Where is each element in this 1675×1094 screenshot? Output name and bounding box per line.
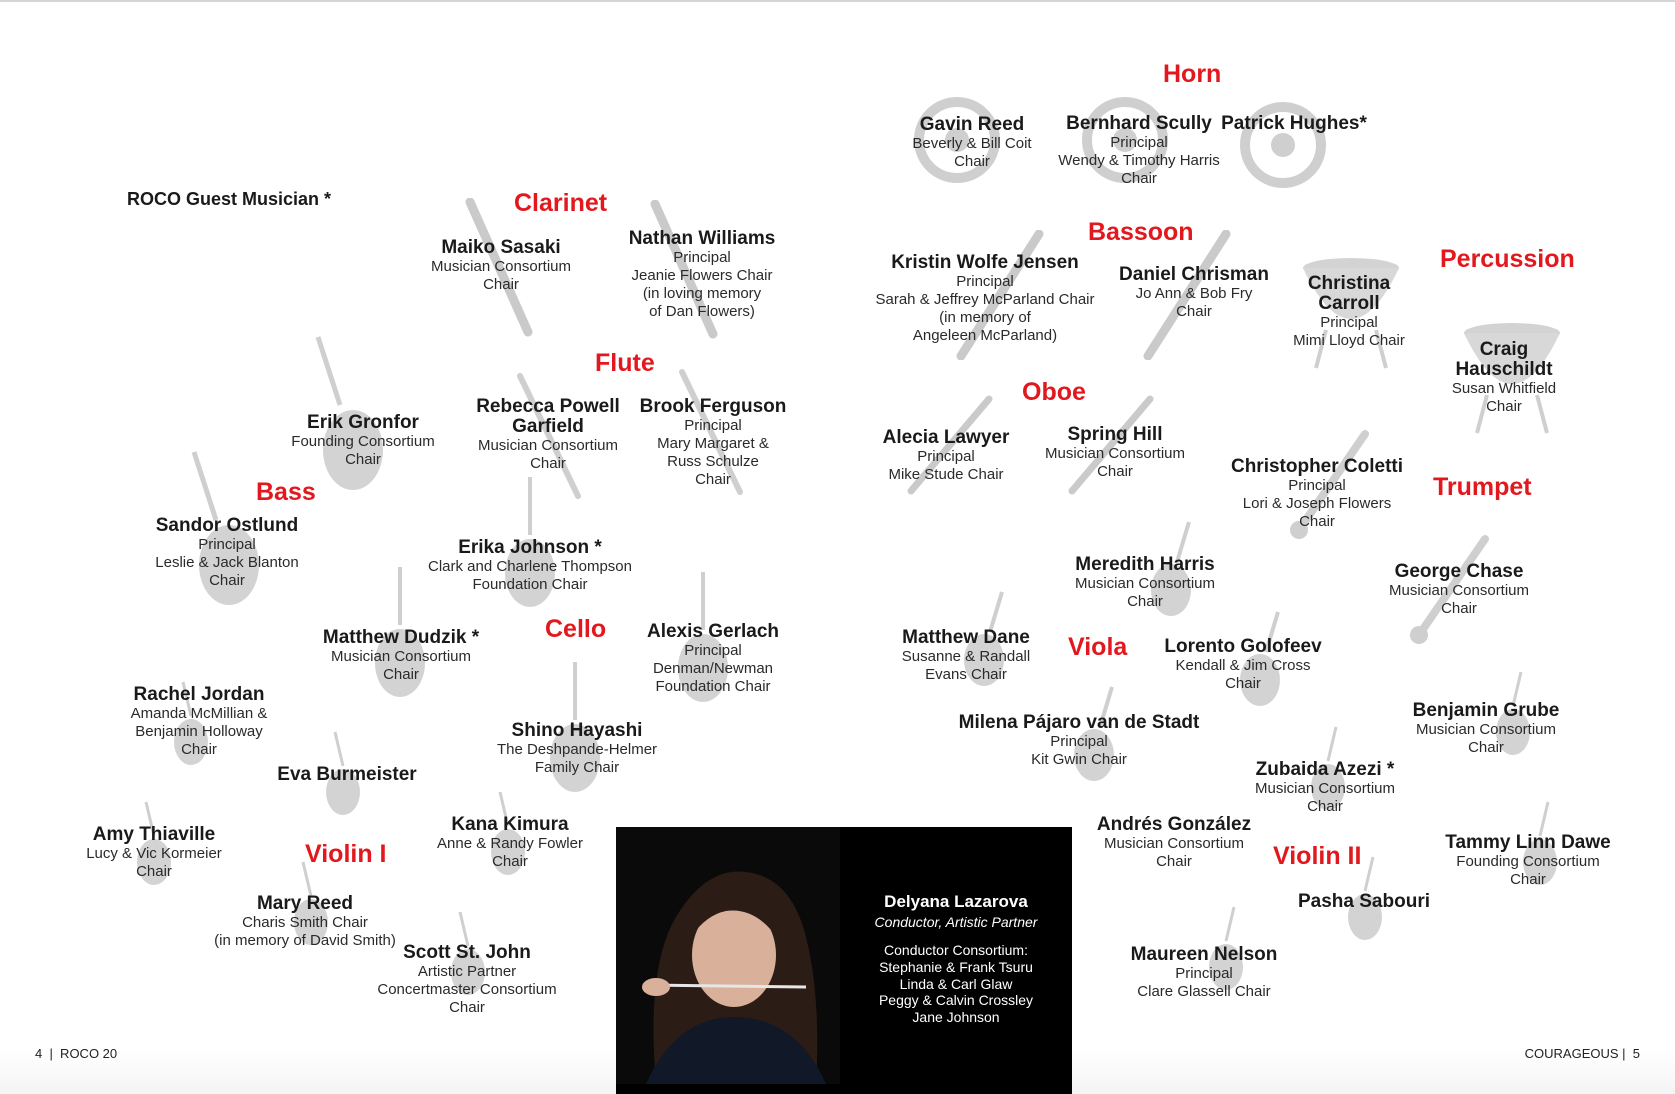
musician-chair: Mike Stude Chair (888, 465, 1004, 483)
musician-name: Nathan Williams (628, 228, 776, 249)
musician-name: Erika Johnson * (458, 537, 602, 558)
consortium-line: Stephanie & Frank Tsuru (879, 958, 1033, 975)
musician-title: Artistic Partner (417, 962, 517, 980)
musician-chair: Amanda McMillian & (130, 704, 268, 722)
musician-chair: Susanne & Randall (901, 647, 1031, 665)
musician-name: Patrick Hughes* (1221, 113, 1367, 134)
musician-name: Craig Hauschildt (1455, 339, 1553, 380)
musician-rachel-jordan (131, 685, 268, 759)
musician-name: Gavin Reed (919, 114, 1025, 135)
musician-chair: Musician Consortium (430, 257, 572, 275)
musician-name: Rachel Jordan (133, 684, 265, 705)
musician-name: Sandor Ostlund (155, 515, 299, 536)
musician-scott-st-john (377, 943, 556, 1017)
musician-chair: The Deshpande-Helmer (496, 740, 658, 758)
musician-name: Matthew Dudzik * (322, 627, 480, 648)
musician-title: Principal (1175, 964, 1233, 982)
musician-chair: Chair (449, 998, 485, 1016)
musician-chair: Chair (1097, 462, 1133, 480)
musician-brook-ferguson (640, 397, 787, 489)
musician-chair: Kendall & Jim Cross (1175, 656, 1311, 674)
musician-chair: Chair (695, 470, 731, 488)
musician-name: Maureen Nelson (1130, 944, 1278, 965)
musician-chair: Chair (1156, 852, 1192, 870)
musician-chair: Mary Margaret & (657, 434, 769, 452)
musician-title: Principal (1320, 313, 1378, 331)
musician-kana-kimura (437, 815, 583, 871)
musician-rebecca-powell-garfield (476, 397, 620, 473)
musician-chair: Chair (1441, 599, 1477, 617)
musician-chair: Evans Chair (925, 665, 1007, 683)
musician-chair: Denman/Newman (652, 659, 774, 677)
musician-spring-hill (1045, 425, 1185, 481)
musician-sandor-ostlund (155, 516, 298, 590)
musician-erika-johnson (428, 538, 632, 594)
musician-chair: Lucy & Vic Kormeier (86, 844, 222, 862)
musician-chair: Chair (1307, 797, 1343, 815)
section-viola: Viola (1068, 633, 1128, 661)
musician-title: Principal (684, 641, 742, 659)
musician-chair: Chair (1176, 302, 1212, 320)
musician-chair: Kit Gwin Chair (1031, 750, 1127, 768)
musician-chair: Chair (1468, 738, 1504, 756)
musician-chair: Wendy & Timothy Harris (1058, 151, 1220, 169)
musician-chair: Chair (1486, 397, 1522, 415)
section-bassoon: Bassoon (1088, 218, 1194, 246)
musician-name: Tammy Linn Dawe (1445, 832, 1611, 853)
musician-chair: Chair (1121, 169, 1157, 187)
musician-title: Principal (1110, 133, 1168, 151)
musician-pasha-sabouri (1298, 892, 1430, 912)
musician-chair: Chair (209, 571, 245, 589)
musician-chair: Chair (492, 852, 528, 870)
musician-meredith-harris (1075, 555, 1215, 611)
page-footer-right: COURAGEOUS | 5 (1524, 1046, 1640, 1061)
musician-bernhard-scully (1058, 114, 1219, 188)
horn-icon (1238, 90, 1328, 190)
musician-chair: Chair (383, 665, 419, 683)
musician-name: Milena Pájaro van de Stadt (958, 712, 1200, 733)
musician-chair: Foundation Chair (472, 575, 588, 593)
musician-eva-burmeister (277, 765, 416, 785)
musician-patrick-hughes (1221, 114, 1367, 134)
musician-name: Amy Thiaville (92, 824, 216, 845)
conductor-role: Conductor, Artistic Partner (874, 914, 1038, 930)
musician-george-chase (1389, 562, 1529, 618)
musician-maureen-nelson (1131, 945, 1278, 1001)
musician-maiko-sasaki (431, 238, 571, 294)
musician-chair: Jeanie Flowers Chair (631, 266, 773, 284)
musician-milena-pajaro-van-de-stadt (959, 713, 1200, 769)
section-oboe: Oboe (1022, 378, 1086, 406)
musician-name: Maiko Sasaki (441, 237, 561, 258)
musician-chair: Concertmaster Consortium (377, 980, 557, 998)
musician-name: Zubaida Azezi * (1255, 759, 1395, 780)
musician-chair: of Dan Flowers) (649, 302, 755, 320)
musician-matthew-dudzik (323, 628, 479, 684)
musician-name: Kana Kimura (451, 814, 569, 835)
musician-chair: Musician Consortium (1254, 779, 1396, 797)
section-bass: Bass (256, 478, 316, 506)
musician-chair: Chair (345, 450, 381, 468)
section-flute: Flute (595, 349, 655, 377)
musician-chair: Jo Ann & Bob Fry (1135, 284, 1253, 302)
musician-benjamin-grube (1413, 701, 1560, 757)
musician-name: Mary Reed (256, 893, 354, 914)
conductor-info (840, 892, 1072, 1026)
musician-name: Bernhard Scully (1066, 113, 1212, 134)
musician-matthew-dane (902, 628, 1030, 684)
section-violin-1: Violin I (305, 840, 387, 868)
musician-chair: Chair (1225, 674, 1261, 692)
musician-name: Matthew Dane (902, 627, 1030, 648)
musician-chair: Chair (954, 152, 990, 170)
musician-name: Alexis Gerlach (646, 621, 780, 642)
musician-mary-reed (214, 894, 396, 950)
musician-name: Rebecca Powell Garfield (476, 396, 620, 437)
musician-name: Daniel Chrisman (1119, 264, 1269, 285)
musician-erik-gronfor (291, 413, 434, 469)
musician-title: Principal (684, 416, 742, 434)
musician-chair: Foundation Chair (655, 677, 771, 695)
section-horn: Horn (1163, 60, 1222, 88)
musician-christina-carroll (1293, 274, 1405, 350)
musician-nathan-williams (629, 229, 776, 321)
section-cello: Cello (545, 615, 607, 643)
musician-alecia-lawyer (883, 428, 1010, 484)
musician-name: Pasha Sabouri (1298, 891, 1430, 912)
top-rule (0, 0, 1675, 2)
musician-chair: (in memory of David Smith) (214, 931, 396, 949)
musician-tammy-linn-dawe (1445, 833, 1610, 889)
musician-chair: Susan Whitfield (1451, 379, 1557, 397)
musician-chair: Clare Glassell Chair (1137, 982, 1271, 1000)
musician-name: Lorento Golofeev (1164, 636, 1322, 657)
musician-chair: Mimi Lloyd Chair (1293, 331, 1405, 349)
section-clarinet: Clarinet (514, 189, 608, 217)
musician-chair: Charis Smith Chair (242, 913, 368, 931)
musician-name: Shino Hayashi (511, 720, 643, 741)
musician-chair: Musician Consortium (1415, 720, 1557, 738)
consortium-line: Conductor Consortium: (884, 942, 1028, 958)
musician-kristin-wolfe-jensen (876, 253, 1095, 345)
musician-chair: Musician Consortium (1388, 581, 1530, 599)
musician-chair: Russ Schulze (667, 452, 759, 470)
musician-title: Principal (1288, 476, 1346, 494)
musician-chair: Chair (1127, 592, 1163, 610)
conductor-name: Delyana Lazarova (884, 892, 1028, 911)
musician-chair: Family Chair (534, 758, 620, 776)
musician-shino-hayashi (497, 721, 657, 777)
musician-chair: Musician Consortium (330, 647, 472, 665)
musician-title: Principal (956, 272, 1014, 290)
musician-chair: Founding Consortium (291, 432, 435, 450)
musician-name: George Chase (1394, 561, 1524, 582)
musician-name: Eva Burmeister (277, 764, 417, 785)
musician-zubaida-azezi (1255, 760, 1395, 816)
musician-lorento-golofeev (1164, 637, 1321, 693)
musician-chair: Clark and Charlene Thompson (427, 557, 633, 575)
musician-title: Principal (1050, 732, 1108, 750)
musician-name: Erik Gronfor (307, 412, 419, 433)
musician-title: Principal (917, 447, 975, 465)
musician-name: Christopher Coletti (1230, 456, 1404, 477)
musician-gavin-reed (912, 115, 1031, 171)
musician-name: Christina Carroll (1307, 273, 1391, 314)
musician-chair: Musician Consortium (477, 436, 619, 454)
musician-chair: Benjamin Holloway (135, 722, 263, 740)
musician-title: Principal (198, 535, 256, 553)
musician-alexis-gerlach (647, 622, 779, 696)
musician-name: Meredith Harris (1075, 554, 1215, 575)
musician-chair: Anne & Randy Fowler (437, 834, 583, 852)
musician-name: Alecia Lawyer (882, 427, 1010, 448)
musician-chair: Leslie & Jack Blanton (155, 553, 299, 571)
musician-chair: Chair (1510, 870, 1546, 888)
musician-title: Principal (673, 248, 731, 266)
musician-name: Kristin Wolfe Jensen (891, 252, 1079, 273)
section-percussion: Percussion (1440, 245, 1575, 273)
musician-chair: Musician Consortium (1044, 444, 1186, 462)
conductor-consortium (840, 942, 1072, 1026)
musician-craig-hauschildt (1452, 340, 1556, 416)
musician-name: Scott St. John (403, 942, 531, 963)
conductor-panel (616, 827, 1072, 1094)
musician-chair: Musician Consortium (1074, 574, 1216, 592)
musician-chair: Lori & Joseph Flowers (1242, 494, 1392, 512)
section-trumpet: Trumpet (1433, 473, 1532, 501)
musician-chair: (in loving memory (642, 284, 762, 302)
musician-chair: Founding Consortium (1456, 852, 1600, 870)
consortium-line: Peggy & Calvin Crossley (878, 992, 1034, 1009)
musician-chair: Angeleen McParland) (912, 326, 1058, 344)
musician-chair: Chair (1299, 512, 1335, 530)
musician-chair: Chair (483, 275, 519, 293)
musician-andres-gonzalez (1097, 815, 1251, 871)
musician-name: Brook Ferguson (639, 396, 787, 417)
guest-musician-note: ROCO Guest Musician * (127, 189, 332, 209)
musician-christopher-coletti (1231, 457, 1403, 531)
musician-chair: (in memory of (939, 308, 1031, 326)
musician-daniel-chrisman (1119, 265, 1269, 321)
musician-chair: Chair (136, 862, 172, 880)
musician-chair: Beverly & Bill Coit (912, 134, 1032, 152)
conductor-photo (616, 827, 840, 1084)
musician-name: Benjamin Grube (1412, 700, 1560, 721)
musician-chair: Chair (181, 740, 217, 758)
musician-chair: Chair (530, 454, 566, 472)
page-footer-left: 4 | ROCO 20 (35, 1046, 118, 1061)
musician-name: Andrés González (1096, 814, 1252, 835)
musician-amy-thiaville (86, 825, 222, 881)
section-violin-2: Violin II (1273, 842, 1362, 870)
musician-name: Spring Hill (1067, 424, 1163, 445)
musician-chair: Musician Consortium (1103, 834, 1245, 852)
consortium-line: Linda & Carl Glaw (899, 975, 1013, 992)
musician-chair: Sarah & Jeffrey McParland Chair (875, 290, 1095, 308)
consortium-line: Jane Johnson (912, 1009, 1000, 1026)
